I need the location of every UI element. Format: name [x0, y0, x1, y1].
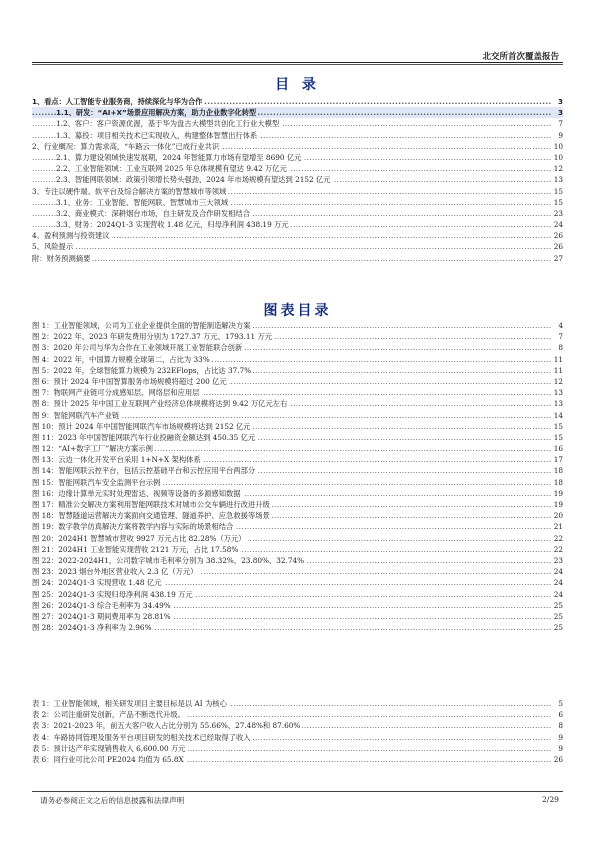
toc-entry-page: 3: [557, 108, 563, 118]
table-entry-page: 9: [558, 743, 563, 753]
toc-entry-label: 2、行业概况：算力需求高，“车路云一体化”已成行业共识: [32, 141, 220, 151]
figure-entry-page: 16: [553, 444, 563, 454]
figure-entry[interactable]: [32, 443, 563, 454]
figure-entry[interactable]: [32, 499, 563, 510]
figure-entry[interactable]: [32, 555, 563, 566]
leader-dots: [32, 241, 551, 252]
table-entry[interactable]: [32, 732, 563, 743]
figure-entry-label: 图 16：边缘计算单元实时处理雷达、视频等设备的多源感知数据: [32, 488, 241, 498]
figure-entry-label: 图 21：2024H1 工业智能实现营收 2121 万元，占比 17.58%: [32, 544, 239, 554]
figure-entry[interactable]: [32, 622, 563, 633]
toc-entry-page: 15: [553, 186, 563, 196]
figure-entry-label: 图 10：预计 2024 年中国智能网联汽车市场规模将达到 2152 亿元: [32, 421, 251, 431]
figure-entry-label: 图 6：预计 2024 年中国智算服务市场规模将超过 200 亿元: [32, 376, 227, 386]
toc-entry-page: 10: [553, 141, 563, 151]
figure-entry[interactable]: [32, 342, 563, 353]
figure-entry-page: 11: [553, 365, 563, 375]
figure-list-title: 图表目录: [263, 303, 332, 319]
figure-entry-label: 图 19：数字教学仿真解决方案将教学内容与实际的场景相结合: [32, 522, 234, 532]
table-entry-label: 表 1：工业智能领域，相关研发项目主要目标是以 AI 为核心: [32, 699, 227, 708]
toc-entry[interactable]: [32, 253, 563, 264]
toc-title: 目 录: [275, 77, 320, 93]
toc-entry[interactable]: [32, 208, 563, 219]
toc-entry-label: 3、专注以硬件端、软平台及综合解决方案的智慧城市等领域: [32, 186, 227, 196]
figure-entry-page: 25: [553, 600, 563, 610]
figure-entry-label: 图 28：2024Q1-3 净利率为 2.96%: [32, 623, 152, 633]
toc-entry-label: 4、盈利预测与投资建议: [32, 231, 110, 241]
figure-entry[interactable]: [32, 611, 563, 622]
toc-entry[interactable]: [32, 174, 563, 185]
figure-entry-label: 图 7：物联网产业链可分成感知层、网络层和应用层: [32, 388, 200, 398]
toc-entry-page: 7: [558, 119, 563, 129]
toc-entry-page: 10: [553, 152, 563, 162]
figure-entry[interactable]: [32, 410, 563, 421]
table-entry[interactable]: [32, 743, 563, 754]
figure-entry-page: 24: [553, 578, 563, 588]
figure-entry-label: 图 14：智能网联云控平台，包括云控基础平台和云控应用平台两部分: [32, 466, 256, 476]
footer-disclaimer: 请务必参阅正文之后的信息披露和法律声明: [40, 796, 185, 805]
figure-entry-label: 图 4：2022 年，中国算力规模全球第二，占比为 33%: [32, 354, 210, 364]
figure-entry[interactable]: [32, 387, 563, 398]
table-entry[interactable]: [32, 754, 563, 765]
toc-entry[interactable]: [32, 96, 563, 107]
header-brand: 北交所首次覆盖报告: [482, 52, 559, 62]
figure-entry[interactable]: [32, 320, 563, 331]
toc-entry-page: 9: [558, 130, 563, 140]
table-entry[interactable]: [32, 720, 563, 731]
figure-entry[interactable]: [32, 510, 563, 521]
table-entry-label: 表 4：车路协同管理及服务平台项目研发的相关技术已经取得了收入: [32, 732, 251, 742]
toc-entry[interactable]: [32, 241, 563, 252]
figure-entry-page: 8: [558, 343, 563, 353]
figure-entry-page: 14: [553, 410, 563, 420]
figure-entry-label: 图 17：精准公交解决方案利用智能网联技术对城市公交车辆进行改进升级: [32, 500, 270, 509]
figure-entry-label: 图 2：2022 年、2023 年研发费用分别为 1727.37 万元、1793.11 万元: [32, 332, 273, 342]
footer-rule: [32, 791, 563, 792]
figure-entry-page: 20: [553, 511, 563, 521]
toc-entry-label: 1、看点：人工智能专业服务商，持续深化与华为合作: [32, 97, 203, 106]
toc-entry[interactable]: [32, 163, 563, 174]
table-entry-label: 表 2：公司注重研发创新，产品不断迭代升级。: [32, 710, 185, 720]
table-list: [32, 698, 563, 765]
figure-entry-label: 图 27：2024Q1-3 期间费用率为 28.81%: [32, 611, 171, 621]
figure-entry-label: 图 22：2022-2024H1，公司数字城市毛利率分别为 38.32%、23.80%、32.74%: [32, 555, 305, 565]
toc-entry-label: 1.1、研发：“AI+X”场景应用解决方案，助力企业数字化转型: [56, 108, 257, 118]
figure-entry-page: 18: [553, 477, 563, 487]
figure-entry[interactable]: [32, 432, 563, 443]
figure-entry-page: 7: [558, 332, 563, 342]
toc-entry[interactable]: [32, 186, 563, 197]
figure-entry-page: 21: [553, 522, 563, 532]
figure-entry-page: 22: [553, 544, 563, 554]
toc-entry-label: 3.2、商业模式：深耕烟台市场，自主研发及合作研发相结合: [56, 208, 251, 218]
table-entry[interactable]: [32, 709, 563, 720]
figure-entry-label: 图 9：智能网联汽车产业链: [32, 410, 120, 420]
figure-entry[interactable]: [32, 354, 563, 365]
header-rule: [32, 62, 563, 63]
figure-entry-label: 图 13：云边一体化开发平台采用 1+N+X 架构体系: [32, 455, 201, 465]
figure-entry-label: 图 1：工业智能领域，公司为工业企业提供全面的智能制造解决方案: [32, 321, 251, 330]
table-entry-page: 8: [558, 721, 563, 731]
toc-entry-label: 2.2、工业智能领域：工业互联网 2025 年总体规模有望达 9.42 万亿元: [56, 164, 287, 174]
figure-entry-page: 13: [553, 399, 563, 409]
toc-entry-page: 26: [553, 242, 563, 252]
table-entry-page: 6: [558, 710, 563, 720]
figure-entry-label: 图 5：2022 年，全球智能算力规模为 232EFlops，占比达 37.7%: [32, 365, 252, 375]
figure-entry-page: 25: [553, 623, 563, 633]
table-entry-page: 9: [558, 732, 563, 742]
figure-entry-page: 4: [558, 321, 563, 330]
figure-entry-page: 24: [553, 567, 563, 577]
toc-entry-page: 13: [553, 175, 563, 185]
figure-entry[interactable]: [32, 488, 563, 499]
figure-entry-page: 24: [553, 589, 563, 599]
figure-entry[interactable]: [32, 566, 563, 577]
figure-entry[interactable]: [32, 600, 563, 611]
figure-entry-label: 图 11：2023 年中国智能网联汽车行业投融资金额达到 450.35 亿元: [32, 432, 256, 442]
figure-entry-page: 11: [553, 354, 563, 364]
toc-list: [32, 96, 563, 264]
toc-entry-label: 1.3、募投：项目相关技术已实现收入，构建整体智慧出行体系: [56, 130, 258, 140]
figure-entry-label: 图 20：2024H1 智慧城市营收 9927 万元占比 82.28%（万元）: [32, 533, 246, 543]
figure-entry-label: 图 12：“AI+数字工厂”解决方案示例: [32, 444, 153, 454]
toc-entry-page: 12: [553, 164, 563, 174]
page-number: 2/29: [541, 795, 559, 804]
toc-entry-label: 3.1、业务：工业智能、智能网联、智慧城市三大领域: [56, 197, 229, 207]
figure-entry-page: 17: [553, 455, 563, 465]
figure-entry-label: 图 23：2023 烟台外地区营业收入 2.3 亿（万元）: [32, 567, 198, 577]
toc-entry[interactable]: [32, 118, 563, 129]
table-entry-label: 表 5：预计达产年实现销售收入 6,600.00 万元: [32, 743, 186, 753]
toc-entry-label: 5、风险提示: [32, 242, 74, 252]
toc-entry-page: 26: [553, 231, 563, 241]
toc-entry-label: 2.3、智能网联领域：政策引领增长势头强劲，2024 年市场规模有望达到 2152 亿元: [56, 175, 331, 185]
figure-entry[interactable]: [32, 331, 563, 342]
figure-entry-label: 图 25：2024Q1-3 实现归母净利润 438.19 万元: [32, 589, 193, 599]
figure-entry[interactable]: [32, 421, 563, 432]
figure-entry[interactable]: [32, 521, 563, 532]
figure-entry[interactable]: [32, 589, 563, 600]
figure-entry-label: 图 15：智能网联汽车安全监测平台示例: [32, 477, 161, 487]
figure-entry[interactable]: [32, 454, 563, 465]
leader-dots: [32, 253, 551, 264]
figure-entry-page: 12: [553, 376, 563, 386]
toc-entry-label: 2.1、算力建设领域快速发展期，2024 年智能算力市场有望增至 8690 亿元: [56, 152, 302, 162]
figure-entry-label: 图 26：2024Q1-3 综合毛利率为 34.49%: [32, 600, 171, 610]
figure-entry[interactable]: [32, 477, 563, 488]
figure-entry-page: 23: [553, 555, 563, 565]
toc-entry-label: 1.2、客户：客户资源优渥，基于华为盘古大模型共创化工行业大模型: [56, 119, 280, 129]
toc-entry[interactable]: [32, 141, 563, 152]
toc-entry-page: 27: [553, 253, 563, 263]
toc-entry[interactable]: [32, 130, 563, 141]
figure-entry-label: 图 8：预计 2025 年中国工业互联网产业经济总体规模将达到 9.42 万亿元左右: [32, 399, 288, 409]
figure-entry-page: 22: [553, 533, 563, 543]
toc-entry[interactable]: [32, 230, 563, 241]
figure-entry-page: 19: [553, 500, 563, 509]
figure-entry[interactable]: [32, 398, 563, 409]
toc-entry-page: 15: [553, 197, 563, 207]
figure-entry[interactable]: [32, 365, 563, 376]
toc-entry[interactable]: [32, 152, 563, 163]
figure-list: [32, 320, 563, 633]
figure-entry[interactable]: [32, 533, 563, 544]
toc-entry-label: 附：财务预测摘要: [32, 253, 91, 263]
figure-entry[interactable]: [32, 544, 563, 555]
table-entry[interactable]: [32, 698, 563, 709]
figure-entry-label: 图 24：2024Q1-3 实现营收 1.48 亿元: [32, 578, 162, 588]
figure-entry[interactable]: [32, 465, 563, 476]
toc-entry[interactable]: [32, 197, 563, 208]
header-rule-thin: [32, 64, 563, 65]
figure-entry-page: 15: [553, 421, 563, 431]
figure-entry-label: 图 18：智慧隧道运营解决方案面向交通管理、隧道养护、应急救援等场景: [32, 511, 270, 521]
figure-entry-page: 25: [553, 611, 563, 621]
toc-entry-page: 23: [553, 208, 563, 218]
toc-entry[interactable]: [32, 107, 563, 118]
figure-entry-page: 13: [553, 388, 563, 398]
toc-entry-label: 3.3、财务：2024Q1-3 实现营收 1.48 亿元，归母净利润 438.19 万元: [56, 220, 289, 230]
figure-entry-label: 图 3：2020 年公司与华为合作在工业领域开展工业智能联合创新: [32, 343, 243, 353]
figure-entry[interactable]: [32, 376, 563, 387]
figure-entry-page: 19: [553, 488, 563, 498]
table-entry-page: 5: [558, 699, 563, 708]
toc-entry[interactable]: [32, 219, 563, 230]
figure-entry-page: 15: [553, 432, 563, 442]
toc-entry-page: 3: [557, 97, 563, 106]
table-entry-label: 表 3：2021-2023 年，前五大客户收入占比分别为 55.66%、27.48%和 87.60%: [32, 721, 301, 731]
figure-entry-page: 18: [553, 466, 563, 476]
toc-entry-page: 24: [553, 220, 563, 230]
table-entry-page: 26: [553, 754, 563, 764]
table-entry-label: 表 6：同行业可比公司 PE2024 均值为 65.8X: [32, 754, 184, 764]
figure-entry[interactable]: [32, 577, 563, 588]
